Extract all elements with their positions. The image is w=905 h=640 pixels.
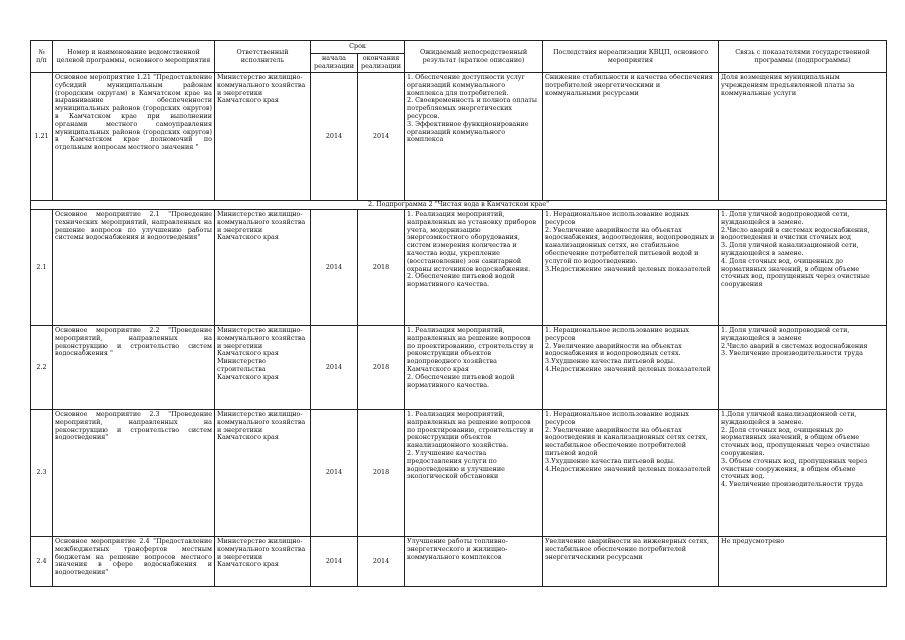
- row-executor: Министерство жилищно-коммунального хозяйства и энергетики Камчатского края Министерство строительства Камчатского края: [215, 326, 311, 410]
- row-num: 2.1: [31, 210, 53, 326]
- row-result: Улучшение работы топливно-энергетического и жилищно-коммунального комплексов: [405, 537, 543, 587]
- row-consequences: Снижение стабильности и качества обеспечения потребителей энергетическими и коммунальными ресурсами: [543, 73, 719, 201]
- row-executor: Министерство жилищно-коммунального хозяйства и энергетики Камчатского края: [215, 537, 311, 587]
- row-executor: Министерство жилищно-коммунального хозяйства и энергетики Камчатского края: [215, 410, 311, 537]
- row-start: 2014: [311, 326, 358, 410]
- document-sheet: [30, 40, 886, 587]
- row-end: 2014: [358, 537, 405, 587]
- row-link: 1. Доля уличной водопроводной сети, нуждающейся в замене. 2.Число аварий в системах водоснабжения, водоотведения и очистки сточных вод 3. Доля уличной канализационной сети, нуждающейся в замене. 4. Доля сточных вод, очищенных до нормативных значений, в общем объеме сточных вод, пропущенных через очистные сооружения: [719, 210, 887, 326]
- table-row: [31, 326, 887, 410]
- table-row: [31, 210, 887, 326]
- row-num: 1.21: [31, 73, 53, 201]
- table-row: [31, 73, 887, 201]
- row-name: Основное мероприятие 1.21 "Предоставление субсидий муниципальным районам (городским округам) в Камчатском крае на выравнивание обеспеченности муниципальных районов (городских округов) в Камчатском крае при выполнении органами местного самоуправления муниципальных районов (городских округов) в Камчатском крае полномочий по отдельным вопросам местного значения ": [53, 73, 215, 201]
- header-link: Связь с показателями государственной программы (подпрограммы): [719, 41, 887, 73]
- row-name: Основное мероприятие 2.2 "Проведение мероприятий, направленных на реконструкцию и строительство систем водоснабжения ": [53, 326, 215, 410]
- row-end: 2018: [358, 326, 405, 410]
- header-start: начала реализации: [311, 54, 358, 73]
- row-result: 1. Реализация мероприятий, направленных на решение вопросов по проектированию, строительству и реконструкции объектов канализационного хозяйства. 2. Улучшение качества предоставления услуги по водоотведению и улучшение экологической обстановки: [405, 410, 543, 537]
- row-name: Основное мероприятие 2.3 "Проведение мероприятий, направленных на реконструкцию и строительство систем водоотведения": [53, 410, 215, 537]
- row-start: 2014: [311, 73, 358, 201]
- row-result: 1. Обеспечение доступности услуг организаций коммунального комплекса для потребителей. 2. Своевременность и полнота оплаты потребляемых энергетических ресурсов. 3. Эффективное функционирование организаций коммунального комплекса: [405, 73, 543, 201]
- row-result: 1. Реализация мероприятий, направленных на решение вопросов по проектированию, строительству и реконструкции объектов водопроводного хозяйства Камчатского края 2. Обеспечение питьевой водой нормативного качества.: [405, 326, 543, 410]
- header-term: Срок: [311, 41, 405, 54]
- row-end: 2018: [358, 210, 405, 326]
- row-link: Доля возмещения муниципальным учреждениям предъявленной платы за коммунальные услуги: [719, 73, 887, 201]
- row-consequences: 1. Нерациональное использование водных ресурсов 2. Увеличение аварийности на объектах водоотведения и канализационных сетях сетях, нестабильное обеспечение потребителей питьевой водой 3.Ухудшение качества питьевой воды. 4.Недостижение значений целевых показателей: [543, 410, 719, 537]
- row-executor: Министерство жилищно-коммунального хозяйства и энергетики Камчатского края: [215, 210, 311, 326]
- row-consequences: 1. Нерациональное использование водных ресурсов 2. Увеличение аварийности на объектах водоснабжения, водоотведения, водопроводных и канализационных сетях, не стабильное обеспечение потребителей питьевой водой и услугой по водоотведению. 3.Недостижение значений целевых показателей: [543, 210, 719, 326]
- header-executor: Ответственный исполнитель: [215, 41, 311, 73]
- header-num: № п/п: [31, 41, 53, 73]
- row-consequences: 1. Нерациональное использование водных ресурсов 2. Увеличение аварийности на объектах водоснабжения и водопроводных сетях. 3.Ухудшение качества питьевой воды. 4.Недостижение значений целевых показателей: [543, 326, 719, 410]
- row-link: Не предусмотрено: [719, 537, 887, 587]
- header-name: Номер и наименование ведомственной целевой программы, основного мероприятия: [53, 41, 215, 73]
- row-start: 2014: [311, 210, 358, 326]
- row-end: 2014: [358, 73, 405, 201]
- row-consequences: Увеличение аварийности на инженерных сетях, нестабильное обеспечение потребителей энергетическими ресурсами: [543, 537, 719, 587]
- program-table: [30, 40, 887, 587]
- subprogram-title: 2. Подпрограмма 2 "Чистая вода в Камчатском крае": [31, 201, 887, 210]
- subprogram-row: [31, 201, 887, 210]
- header-end: окончания реализации: [358, 54, 405, 73]
- row-num: 2.4: [31, 537, 53, 587]
- row-num: 2.3: [31, 410, 53, 537]
- row-result: 1. Реализация мероприятий, направленных на установку приборов учета, модернизацию энергоэмкостного оборудования, систем измерения количества и качества воды, укрепление (восстановление) зон санитарной охраны источников водоснабжения. 2. Обеспечение питьевой водой нормативного качества.: [405, 210, 543, 326]
- table-row: [31, 537, 887, 587]
- row-num: 2.2: [31, 326, 53, 410]
- row-start: 2014: [311, 410, 358, 537]
- row-start: 2014: [311, 537, 358, 587]
- row-end: 2018: [358, 410, 405, 537]
- row-name: Основное мероприятие 2.4 "Предоставление межбюджетных трансфертов местным бюджетам на решение вопросов местного значения в сфере водоснабжения и водоотведения": [53, 537, 215, 587]
- row-link: 1.Доля уличной канализационной сети, нуждающейся в замене. 2. Доля сточных вод, очищенных до нормативных значений, в общем объеме сточных вод, пропущенных через очистные сооружения. 3. Объем сточных вод, пропущенных через очистные сооружения, в общем объеме сточных вод. 4. Увеличение производительности труда: [719, 410, 887, 537]
- row-executor: Министерство жилищно-коммунального хозяйства и энергетики Камчатского края: [215, 73, 311, 201]
- row-name: Основное мероприятие 2.1 "Проведение технических мероприятий, направленных на решение вопросов по улучшению работы системы водоснабжения и водоотведения": [53, 210, 215, 326]
- table-row: [31, 410, 887, 537]
- row-link: 1. Доля уличной водопроводной сети, нуждающейся в замене 2.Число аварий в системах водоснабжения 3. Увеличение производительности труда: [719, 326, 887, 410]
- header-consequences: Последствия нереализации КВЦП, основного мероприятия: [543, 41, 719, 73]
- header-result: Ожидаемый непосредственный результат (краткое описание): [405, 41, 543, 73]
